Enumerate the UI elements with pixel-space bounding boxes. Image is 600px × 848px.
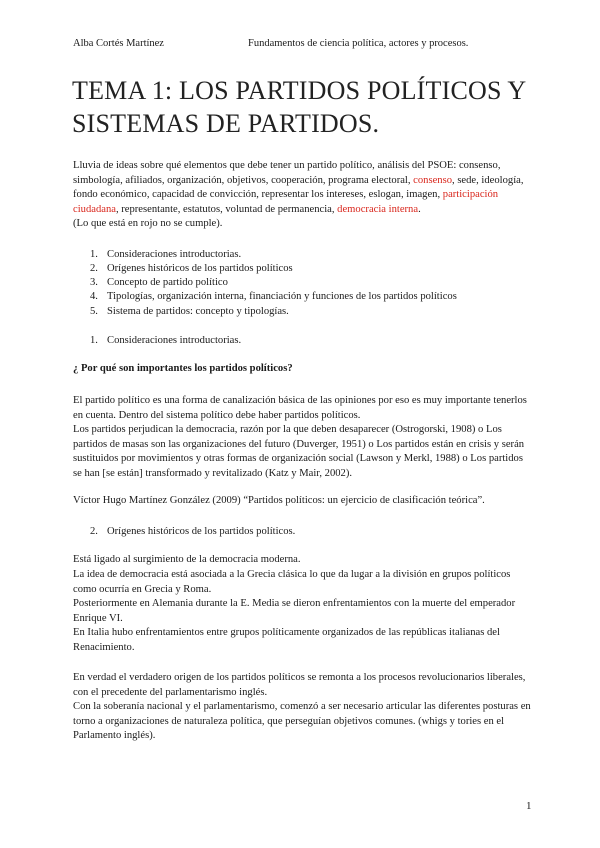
brainstorm-red-1: consenso [413,174,453,186]
outline-item: 2. Orígenes históricos de los partidos políticos [90,263,293,274]
header-author: Alba Cortés Martínez [73,38,164,49]
page-number: 1 [526,800,532,812]
section-2-paragraph-b: Con la soberanía nacional y el parlamentarismo, comenzó a ser necesario articular las diferentes posturas en torno a organizaciones de naturaleza política, que perseguían objetivos comunes. (whigs y tories en el Parlamento inglés). [73,701,531,742]
outline-item: 5. Sistema de partidos: concepto y tipologías. [90,306,289,317]
section-2-heading: 2. Orígenes históricos de los partidos políticos. [90,526,296,537]
brainstorm-red-2: participación ciudadana [73,189,499,215]
section-1-heading: 1. Consideraciones introductorias. [90,335,242,346]
outline-item: 1. Consideraciones introductorias. [90,249,242,260]
page-title: TEMA 1: LOS PARTIDOS POLÍTICOS Y SISTEMAS DE PARTIDOS. [72,76,526,138]
header-course: Fundamentos de ciencia política, actores y procesos. [248,38,469,49]
brainstorm-text-3: , representante, estatutos, voluntad de permanencia, [115,203,338,215]
section-2-line: Posteriormente en Alemania durante la E. Media se dieron enfrentamientos con la muerte del emperador Enrique VI. [73,598,516,624]
brainstorm-red-3: democracia interna [337,203,419,215]
citation: Víctor Hugo Martínez González (2009) “Partidos políticos: un ejercicio de clasificación teórica”. [73,495,485,506]
brainstorm-paragraph [73,159,533,232]
brainstorm-text-2: , sede, ideología, fondo económico, capacidad de convicción, representar los intereses, eslogan, imagen, [73,174,524,201]
section-1-question: ¿ Por qué son importantes los partidos políticos? [73,363,293,374]
outline-item: 3. Concepto de partido político [90,277,228,288]
section-2-line: En Italia hubo enfrentamientos entre grupos políticamente organizados de las repúblicas italianas del Renacimiento. [73,627,500,653]
outline-item: 4. Tipologías, organización interna, financiación y funciones de los partidos políticos [90,291,457,302]
brainstorm-text-1: Lluvia de ideas sobre qué elementos que debe tener un partido político, análisis del PSOE: consenso, simbología, afiliados, organización, objetivos, cooperación, programa electoral, [73,160,501,186]
section-2-paragraph-a: En verdad el verdadero origen de los partidos políticos se remonta a los procesos revolucionarios liberales, con el precedente del parlamentarismo inglés. [73,672,526,698]
section-2-line: La idea de democracia está asociada a la Grecia clásica lo que da lugar a la división en grupos políticos como ocurría en Grecia y Roma. [73,569,511,595]
brainstorm-text-4: . [418,203,421,215]
section-1-paragraph-1: El partido político es una forma de canalización básica de las opiniones por eso es muy importante tenerlos en cuenta. Dentro del sistema político debe haber partidos políticos. [73,395,527,421]
section-2-line: Está ligado al surgimiento de la democracia moderna. [73,554,301,565]
brainstorm-note: (Lo que está en rojo no se cumple). [73,218,223,230]
section-1-paragraph-2: Los partidos perjudican la democracia, razón por la que deben desaparecer (Ostrogorski, 1908) o Los partidos de masas son las organizaciones del futuro (Duverger, 1951) o Los partidos están en crisis y serán sustituidos por movimientos y otras formas de organización social (Lawson y Merkl, 1988) o Los partidos se han [se están] transformado y revitalizado (Katz y Mair, 2002). [73,424,525,479]
